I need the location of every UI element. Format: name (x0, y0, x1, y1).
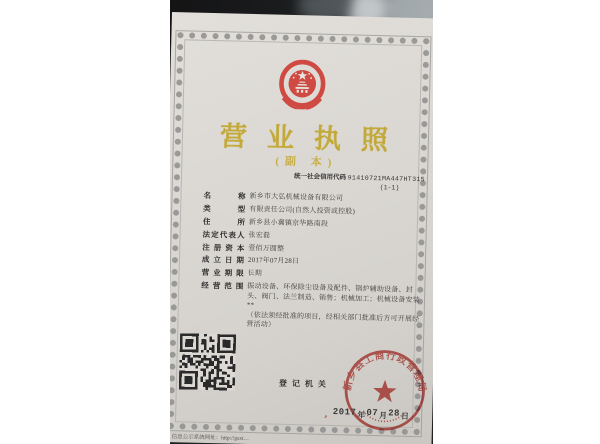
red-tick-mark: , (323, 408, 330, 420)
national-emblem-icon (277, 59, 328, 114)
field-label: 经营范围 (201, 281, 244, 292)
business-license-paper (170, 12, 433, 444)
field-value: 新乡县小冀镇京华路南段 (248, 217, 329, 228)
registration-authority-label: 登记机关 (278, 378, 332, 389)
date-day-char: 日 (400, 411, 410, 421)
field-value: 2017年07月28日 (247, 256, 300, 266)
field-value: 壹佰万圆整 (248, 243, 285, 253)
issue-date (325, 404, 410, 424)
field-value: 长期 (247, 269, 263, 278)
date-year-char: 年 (357, 410, 366, 420)
date-day: 28 (388, 408, 401, 419)
field-row-type (203, 204, 423, 219)
license-title: 营业执照 (219, 121, 409, 156)
field-label: 类型 (203, 203, 246, 214)
field-label: 住所 (202, 216, 245, 227)
scope-note: （依法须经批准的项目，经相关部门批准后方可开展经营活动） (246, 311, 420, 330)
page-number-note: (1-1) (379, 184, 400, 192)
scope-text: 振动设备、环保除尘设备及配件、锅炉辅助设备、封头、阀门、法兰制造、销售；机械加工；机械设备安装** (246, 282, 420, 309)
license-photo (170, 0, 433, 444)
date-month-char: 月 (379, 411, 388, 421)
field-label: 名称 (203, 190, 246, 201)
credit-code-label: 统一社会信用代码 (293, 173, 347, 182)
field-label: 法定代表人 (202, 229, 245, 240)
date-year: 2017 (332, 407, 357, 418)
license-fields (200, 191, 423, 338)
field-label: 注册资本 (202, 242, 245, 253)
date-month: 07 (366, 407, 379, 419)
field-value: 张宏磊 (248, 230, 271, 240)
field-label: 成立日期 (201, 255, 245, 266)
publicity-system-url: 信息公示系统网址：http://gsxt… (171, 434, 249, 443)
qr-code (179, 332, 236, 391)
credit-code-value: 91410721MA447HT315 (347, 174, 426, 184)
field-value: 有限责任公司(自然人投资或控股) (249, 204, 356, 216)
field-label: 营业期限 (201, 268, 244, 279)
seal-arc-text: 新乡县工商行政管理局 (342, 350, 428, 394)
field-row-address (203, 217, 423, 232)
field-value: 新乡市大弘机械设备有限公司 (249, 191, 344, 203)
field-value (246, 282, 421, 334)
license-subtitle: (副 本) (275, 155, 338, 170)
field-row-business-scope (200, 281, 421, 334)
field-row-legal-representative (202, 229, 422, 244)
